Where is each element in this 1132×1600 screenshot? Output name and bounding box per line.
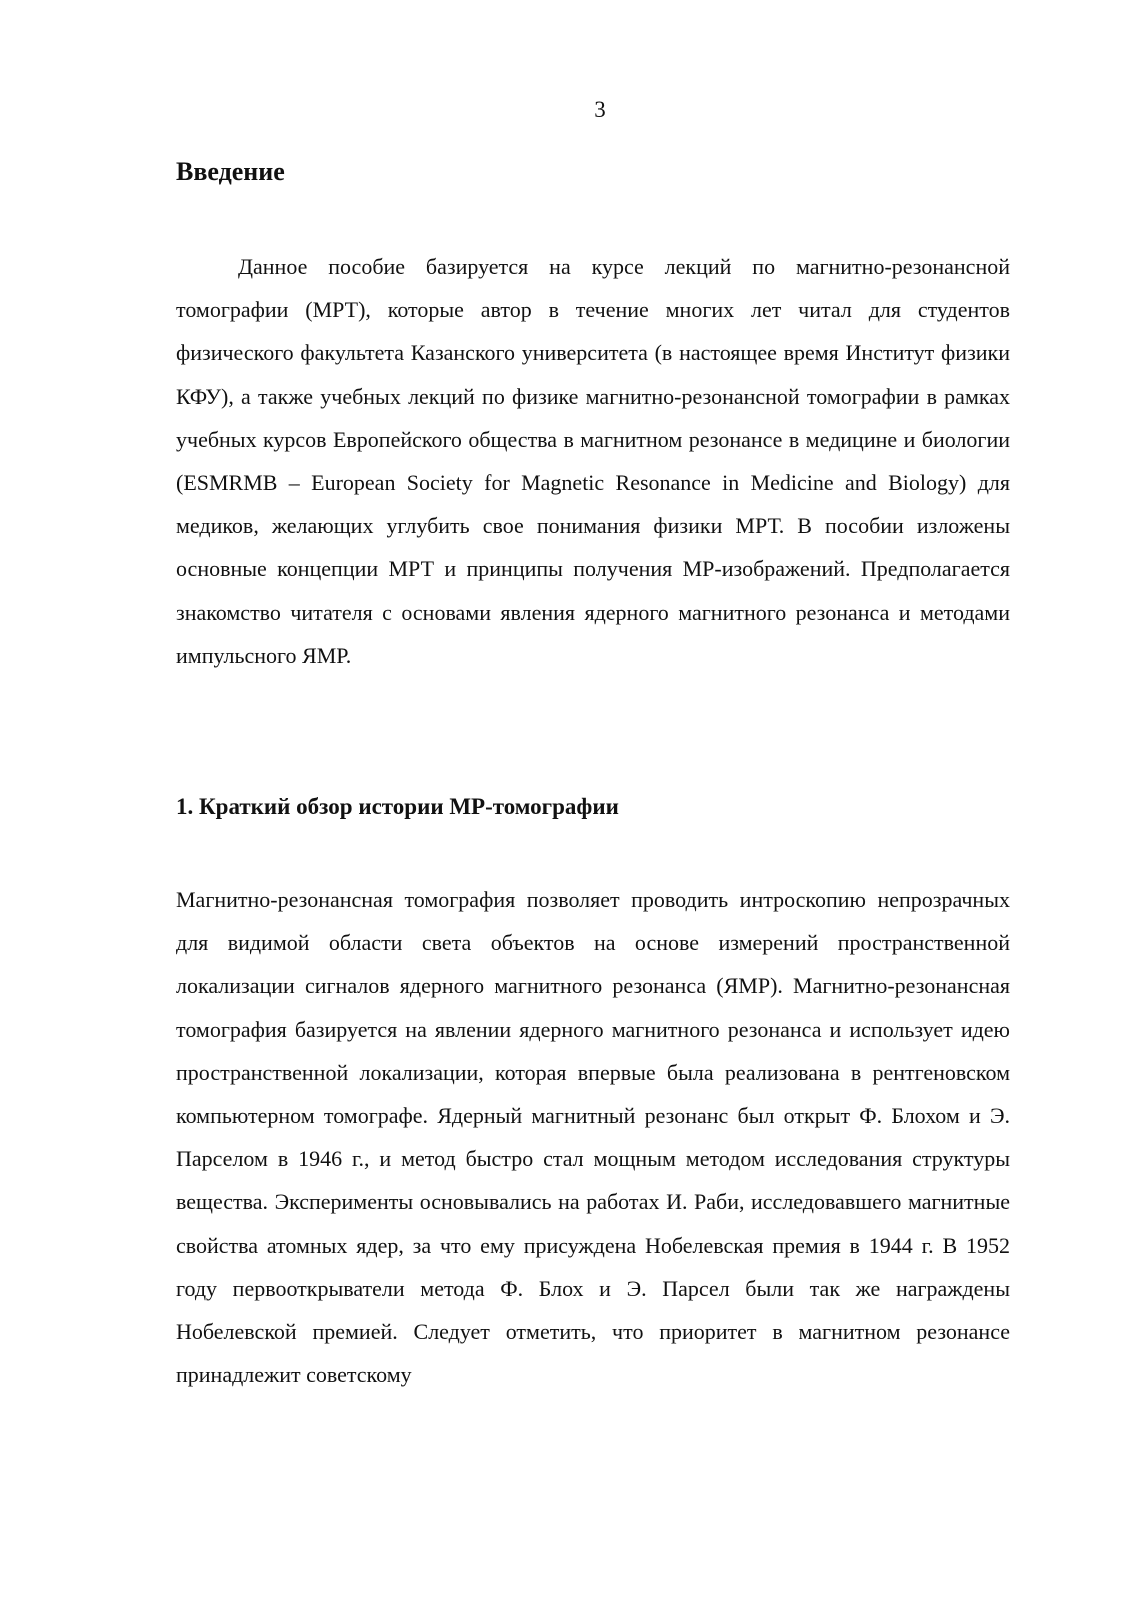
intro-heading: Введение xyxy=(176,157,285,186)
section-heading: 1. Краткий обзор истории МР-томографии xyxy=(176,794,619,819)
intro-paragraph: Данное пособие базируется на курсе лекций по магнитно-резонансной томографии (МРТ), которые автор в течение многих лет читал для студентов физического факультета Казанского университета (в настоящее время Институт физики КФУ), а также учебных лекций по физике магнитно-резонансной томографии в рамках учебных курсов Европейского общества в магнитном резонансе в медицине и биологии (ESMRMB – European Society for Magnetic Resonance in Medicine and Biology) для медиков, желающих углубить свое понимания физики МРТ. В пособии изложены основные концепции МРТ и принципы получения МР-изображений. Предполагается знакомство читателя с основами явления ядерного магнитного резонанса и методами импульсного ЯМР. xyxy=(176,254,1010,668)
page-number: 3 xyxy=(594,97,606,122)
section-paragraph: Магнитно-резонансная томография позволяет проводить интроскопию непрозрачных для видимой области света объектов на основе измерений пространственной локализации сигналов ядерного магнитного резонанса (ЯМР). Магнитно-резонансная томография базируется на явлении ядерного магнитного резонанса и использует идею пространственной локализации, которая впервые была реализована в рентгеновском компьютерном томографе. Ядерный магнитный резонанс был открыт Ф. Блохом и Э. Парселом в 1946 г., и метод быстро стал мощным методом исследования структуры вещества. Эксперименты основывались на работах И. Раби, исследовавшего магнитные свойства атомных ядер, за что ему присуждена Нобелевская премия в 1944 г. В 1952 году первооткрыватели метода Ф. Блох и Э. Парсел были так же награждены Нобелевской премией. Следует отметить, что приоритет в магнитном резонансе принадлежит советскому xyxy=(176,887,1010,1388)
